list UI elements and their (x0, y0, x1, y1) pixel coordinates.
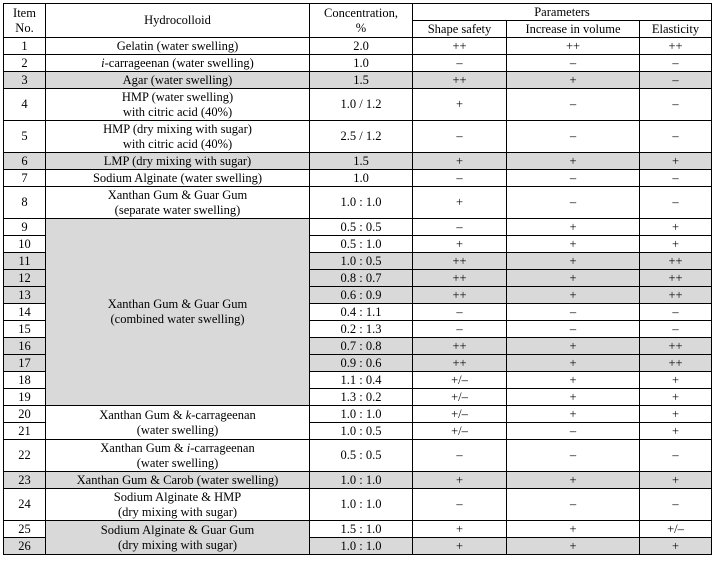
concentration-cell: 0.7 : 0.8 (310, 338, 413, 355)
concentration-cell: 1.0 / 1.2 (310, 89, 413, 121)
table-row (4, 55, 712, 72)
header-increase-volume: Increase in volume (507, 21, 640, 38)
item-no-cell: 9 (4, 219, 46, 236)
elasticity-cell: ++ (640, 355, 712, 372)
concentration-cell: 1.0 : 1.0 (310, 538, 413, 555)
increase-volume-cell: – (507, 489, 640, 521)
hydrocolloid-cell: Gelatin (water swelling) (46, 38, 310, 55)
increase-volume-cell: + (507, 538, 640, 555)
increase-volume-cell: – (507, 170, 640, 187)
item-no-cell: 21 (4, 423, 46, 440)
item-no-cell: 4 (4, 89, 46, 121)
elasticity-cell: – (640, 304, 712, 321)
shape-safety-cell: +/– (413, 372, 507, 389)
hydrocolloid-cell: Xanthan Gum & Guar Gum (combined water swelling) (46, 219, 310, 406)
elasticity-cell: + (640, 472, 712, 489)
shape-safety-cell: – (413, 321, 507, 338)
increase-volume-cell: – (507, 187, 640, 219)
hydrocolloid-cell: Agar (water swelling) (46, 72, 310, 89)
elasticity-cell: + (640, 406, 712, 423)
item-no-cell: 10 (4, 236, 46, 253)
item-no-cell: 25 (4, 521, 46, 538)
table-row (4, 521, 712, 538)
hydrocolloid-cell: Sodium Alginate & HMP (dry mixing with sugar) (46, 489, 310, 521)
concentration-cell: 0.4 : 1.1 (310, 304, 413, 321)
concentration-cell: 1.1 : 0.4 (310, 372, 413, 389)
item-no-cell: 22 (4, 440, 46, 472)
item-no-cell: 24 (4, 489, 46, 521)
item-no-cell: 26 (4, 538, 46, 555)
shape-safety-cell: – (413, 304, 507, 321)
hydrocolloid-table (3, 3, 712, 555)
elasticity-cell: + (640, 153, 712, 170)
shape-safety-cell: ++ (413, 270, 507, 287)
shape-safety-cell: +/– (413, 406, 507, 423)
hydrocolloid-cell: Xanthan Gum & i-carrageenan (water swelling) (46, 440, 310, 472)
elasticity-cell: + (640, 423, 712, 440)
header-item-no: Item No. (4, 4, 46, 38)
increase-volume-cell: + (507, 389, 640, 406)
increase-volume-cell: – (507, 321, 640, 338)
hydrocolloid-cell: Sodium Alginate (water swelling) (46, 170, 310, 187)
concentration-cell: 1.0 : 1.0 (310, 472, 413, 489)
concentration-cell: 0.5 : 0.5 (310, 219, 413, 236)
shape-safety-cell: – (413, 55, 507, 72)
table-row (4, 170, 712, 187)
increase-volume-cell: + (507, 219, 640, 236)
header-hydrocolloid: Hydrocolloid (46, 4, 310, 38)
increase-volume-cell: + (507, 270, 640, 287)
item-no-cell: 19 (4, 389, 46, 406)
item-no-cell: 18 (4, 372, 46, 389)
elasticity-cell: +/– (640, 521, 712, 538)
increase-volume-cell: + (507, 372, 640, 389)
concentration-cell: 2.0 (310, 38, 413, 55)
concentration-cell: 1.3 : 0.2 (310, 389, 413, 406)
item-no-cell: 16 (4, 338, 46, 355)
table-row (4, 219, 712, 236)
hydrocolloid-cell: Xanthan Gum & Guar Gum (separate water swelling) (46, 187, 310, 219)
concentration-cell: 0.6 : 0.9 (310, 287, 413, 304)
shape-safety-cell: + (413, 472, 507, 489)
table-row (4, 472, 712, 489)
increase-volume-cell: – (507, 121, 640, 153)
shape-safety-cell: ++ (413, 38, 507, 55)
shape-safety-cell: ++ (413, 72, 507, 89)
shape-safety-cell: – (413, 489, 507, 521)
increase-volume-cell: – (507, 304, 640, 321)
elasticity-cell: – (640, 72, 712, 89)
shape-safety-cell: – (413, 121, 507, 153)
shape-safety-cell: + (413, 236, 507, 253)
increase-volume-cell: + (507, 355, 640, 372)
elasticity-cell: ++ (640, 270, 712, 287)
table-row (4, 440, 712, 472)
table-row (4, 187, 712, 219)
concentration-cell: 1.0 : 1.0 (310, 406, 413, 423)
elasticity-cell: ++ (640, 253, 712, 270)
increase-volume-cell: – (507, 55, 640, 72)
shape-safety-cell: ++ (413, 253, 507, 270)
concentration-cell: 1.0 : 0.5 (310, 253, 413, 270)
header-shape-safety: Shape safety (413, 21, 507, 38)
item-no-cell: 23 (4, 472, 46, 489)
concentration-cell: 0.9 : 0.6 (310, 355, 413, 372)
shape-safety-cell: ++ (413, 338, 507, 355)
elasticity-cell: ++ (640, 338, 712, 355)
table-row (4, 489, 712, 521)
elasticity-cell: – (640, 187, 712, 219)
hydrocolloid-cell: i-carrageenan (water swelling) (46, 55, 310, 72)
concentration-cell: 1.0 : 1.0 (310, 489, 413, 521)
shape-safety-cell: ++ (413, 355, 507, 372)
increase-volume-cell: + (507, 521, 640, 538)
elasticity-cell: + (640, 538, 712, 555)
hydrocolloid-cell: HMP (dry mixing with sugar) with citric acid (40%) (46, 121, 310, 153)
item-no-cell: 1 (4, 38, 46, 55)
item-no-cell: 13 (4, 287, 46, 304)
header-parameters: Parameters (413, 4, 712, 21)
concentration-cell: 1.0 : 1.0 (310, 187, 413, 219)
concentration-cell: 0.5 : 0.5 (310, 440, 413, 472)
item-no-cell: 17 (4, 355, 46, 372)
shape-safety-cell: – (413, 219, 507, 236)
concentration-cell: 2.5 / 1.2 (310, 121, 413, 153)
header-elasticity: Elasticity (640, 21, 712, 38)
header-concentration: Concentration, % (310, 4, 413, 38)
increase-volume-cell: + (507, 472, 640, 489)
elasticity-cell: – (640, 321, 712, 338)
increase-volume-cell: ++ (507, 38, 640, 55)
shape-safety-cell: + (413, 538, 507, 555)
elasticity-cell: – (640, 55, 712, 72)
increase-volume-cell: + (507, 236, 640, 253)
item-no-cell: 2 (4, 55, 46, 72)
shape-safety-cell: – (413, 170, 507, 187)
concentration-cell: 1.5 (310, 72, 413, 89)
shape-safety-cell: – (413, 440, 507, 472)
table-row (4, 72, 712, 89)
increase-volume-cell: + (507, 72, 640, 89)
item-no-cell: 3 (4, 72, 46, 89)
item-no-cell: 15 (4, 321, 46, 338)
concentration-cell: 0.5 : 1.0 (310, 236, 413, 253)
item-no-cell: 6 (4, 153, 46, 170)
concentration-cell: 1.0 (310, 170, 413, 187)
elasticity-cell: ++ (640, 287, 712, 304)
table-row (4, 38, 712, 55)
shape-safety-cell: + (413, 521, 507, 538)
elasticity-cell: ++ (640, 38, 712, 55)
hydrocolloid-cell: Sodium Alginate & Guar Gum (dry mixing with sugar) (46, 521, 310, 555)
table-body (4, 38, 712, 555)
increase-volume-cell: + (507, 253, 640, 270)
concentration-cell: 0.8 : 0.7 (310, 270, 413, 287)
item-no-cell: 11 (4, 253, 46, 270)
elasticity-cell: – (640, 170, 712, 187)
increase-volume-cell: – (507, 423, 640, 440)
shape-safety-cell: ++ (413, 287, 507, 304)
shape-safety-cell: +/– (413, 389, 507, 406)
increase-volume-cell: – (507, 440, 640, 472)
increase-volume-cell: + (507, 287, 640, 304)
table-row (4, 406, 712, 423)
concentration-cell: 1.5 : 1.0 (310, 521, 413, 538)
hydrocolloid-cell: Xanthan Gum & k-carrageenan (water swelling) (46, 406, 310, 440)
elasticity-cell: + (640, 236, 712, 253)
hydrocolloid-cell: Xanthan Gum & Carob (water swelling) (46, 472, 310, 489)
elasticity-cell: – (640, 121, 712, 153)
increase-volume-cell: + (507, 338, 640, 355)
item-no-cell: 14 (4, 304, 46, 321)
item-no-cell: 5 (4, 121, 46, 153)
concentration-cell: 1.0 (310, 55, 413, 72)
concentration-cell: 1.0 : 0.5 (310, 423, 413, 440)
item-no-cell: 7 (4, 170, 46, 187)
table-row (4, 153, 712, 170)
item-no-cell: 12 (4, 270, 46, 287)
shape-safety-cell: + (413, 89, 507, 121)
elasticity-cell: – (640, 89, 712, 121)
concentration-cell: 1.5 (310, 153, 413, 170)
elasticity-cell: + (640, 219, 712, 236)
elasticity-cell: – (640, 440, 712, 472)
shape-safety-cell: + (413, 187, 507, 219)
shape-safety-cell: +/– (413, 423, 507, 440)
elasticity-cell: + (640, 389, 712, 406)
increase-volume-cell: + (507, 153, 640, 170)
hydrocolloid-cell: HMP (water swelling) with citric acid (40%) (46, 89, 310, 121)
table-row (4, 121, 712, 153)
increase-volume-cell: + (507, 406, 640, 423)
increase-volume-cell: – (507, 89, 640, 121)
hydrocolloid-cell: LMP (dry mixing with sugar) (46, 153, 310, 170)
elasticity-cell: – (640, 489, 712, 521)
concentration-cell: 0.2 : 1.3 (310, 321, 413, 338)
item-no-cell: 20 (4, 406, 46, 423)
elasticity-cell: + (640, 372, 712, 389)
table-row (4, 89, 712, 121)
shape-safety-cell: + (413, 153, 507, 170)
item-no-cell: 8 (4, 187, 46, 219)
